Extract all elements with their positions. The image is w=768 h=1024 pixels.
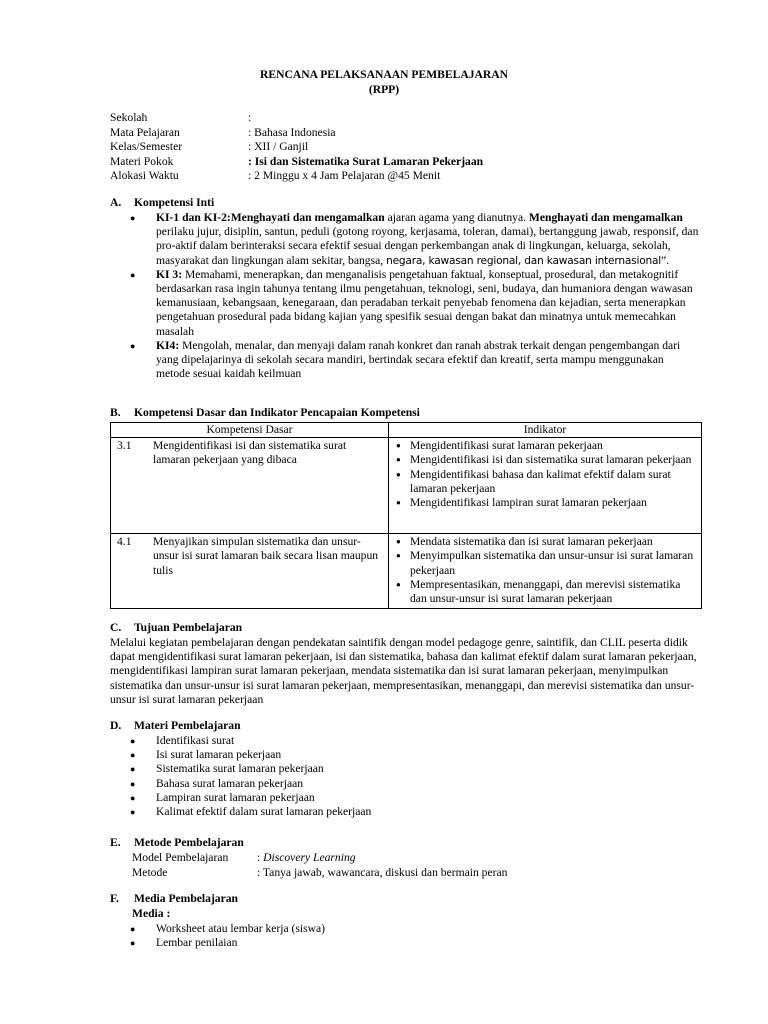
section-kd-indikator [110,406,710,421]
info-label: Mata Pelajaran [110,125,180,139]
table-header-indikator: Indikator [389,423,702,438]
info-label: Materi Pokok [110,154,174,168]
materi-list [110,734,690,819]
identity-block [110,111,483,184]
info-label: Kelas/Semester [110,140,183,153]
document-subtitle: (RPP) [368,82,400,96]
list-item: ● Bahasa surat lamaran pekerjaan [110,777,690,791]
section-materi-pembelajaran [110,719,690,819]
model-value: Discovery Learning [263,851,356,864]
section-media-pembelajaran [110,892,690,950]
indikator-item: ● Mengidentifikasi surat lamaran pekerjaan [392,439,698,453]
document-title-block [0,68,768,97]
ki-lead: KI 3: [156,267,183,281]
ki-lead: KI4: [156,338,180,352]
kd-text: Mengidentifikasi isi dan sistematika surat lamaran pekerjaan yang dibaca [150,438,389,534]
info-label: Sekolah [110,111,148,124]
info-row-alokasi-waktu [110,169,483,184]
model-label: Model Pembelajaran [132,851,229,864]
metode-label: Metode [132,865,168,879]
info-value: : [248,111,252,124]
info-value: : XII / Ganjil [248,140,309,153]
media-subheading: Media : [132,907,171,920]
model-pembelajaran-row [110,851,690,866]
info-row-materi-pokok [110,155,483,170]
indikator-item: ● Mendata sistematika dan isi surat lamaran pekerjaan [392,535,698,549]
section-letter: B. [110,406,121,419]
kd-number: 4.1 [111,534,151,609]
info-row-sekolah [110,111,483,126]
section-heading [110,196,700,211]
section-title: Kompetensi Inti [134,196,215,209]
table-row [111,534,702,609]
ki-item-4 [110,339,700,382]
section-heading [110,621,702,636]
ki-text: Memahami, menerapkan, dan menganalisis pengetahuan faktual, konseptual, prosedural, dan metakognitif berdasarkan rasa ingin tahunya tentang ilmu pengetahuan, teknologi, seni, budaya, dan humaniora dengan wawasan kemanusiaan, kebangsaan, kenegaraan, dan peradaban terkait penyebab fenomena dan kejadian, serta menerapkan pengetahuan prosedural pada bidang kajian yang spesifik sesuai dengan bakat dan minatnya untuk memecahkan masalah [156,267,693,338]
section-letter: F. [110,892,119,905]
info-row-mata-pelajaran [110,126,483,141]
list-item: ● Lampiran surat lamaran pekerjaan [110,791,690,805]
section-heading [110,719,690,734]
info-value: : Bahasa Indonesia [248,125,336,139]
section-letter: A. [110,196,122,209]
tujuan-paragraph: Melalui kegiatan pembelajaran dengan pendekatan saintifik dengan model pedagoge genre, saintifik, dan CLIL peserta didik dapat mengidentifikasi surat lamaran pekerjaan, isi dan sistematika, bahasa dan kalimat efektif dalam surat lamaran pekerjaan, mengidentifikasi lampiran surat lamaran pekerjaan, mendata sistematika dan isi surat lamaran pekerjaan, menyimpulkan sistematika dan unsur-unsur isi surat lamaran pekerjaan, mempresentasikan, menanggapi, dan merevisi sistematika dan unsur-unsur isi surat lamaran pekerjaan [110,636,697,706]
ki-text: ajaran agama yang dianutnya. [384,211,529,224]
section-title: Media Pembelajaran [134,892,238,905]
indikator-item: ● Mempresentasikan, menanggapi, dan merevisi sistematika dan unsur-unsur isi surat lamaran pekerjaan [392,578,698,606]
section-tujuan-pembelajaran [110,621,702,707]
table-row [111,438,702,534]
list-item: ● Identifikasi surat [110,734,690,748]
info-label: Alokasi Waktu [110,169,179,182]
section-heading [110,892,690,907]
kd-number: 3.1 [111,438,151,534]
info-row-kelas-semester [110,140,483,155]
section-kompetensi-inti [110,196,700,381]
section-title: Tujuan Pembelajaran [134,621,243,634]
indikator-cell [389,438,702,534]
ki-handwritten-text: negara, kawasan regional, dan kawasan internasional [386,254,662,267]
section-title: Materi Pembelajaran [134,719,241,732]
section-metode-pembelajaran [110,836,690,880]
ki-text: perilaku jujur, disiplin, santun, peduli (gotong royong, kerjasama, toleran, damai), bertanggung jawab, responsif, dan pro-aktif dalam berinteraksi secara efektif sesuai dengan perkembangan anak di lingkungan, keluarga, sekolah, masyarakat dan lingkungan alam sekitar, bangsa, [156,225,699,267]
section-letter: D. [110,719,122,732]
list-item: ● Sistematika surat lamaran pekerjaan [110,762,690,776]
indikator-cell [389,534,702,609]
indikator-item: ● Mengidentifikasi lampiran surat lamaran pekerjaan [392,496,698,510]
section-letter: C. [110,621,122,634]
section-heading [110,836,690,851]
section-heading [110,406,710,421]
section-title: Kompetensi Dasar dan Indikator Pencapaian Kompetensi [134,406,420,419]
list-item: ● Worksheet atau lembar kerja (siswa) [110,922,690,936]
table-header-kd: Kompetensi Dasar [111,423,389,438]
document-title: RENCANA PELAKSANAAN PEMBELAJARAN [260,68,508,81]
indikator-item: ● Mengidentifikasi bahasa dan kalimat efektif dalam surat lamaran pekerjaan [392,468,698,496]
indikator-item: ● Mengidentifikasi isi dan sistematika surat lamaran pekerjaan [392,453,698,467]
section-letter: E. [110,836,121,849]
ki-text-end: ”. [661,253,670,267]
ki-bold: Menghayati dan mengamalkan [528,211,683,224]
ki-item-3 [110,268,700,339]
info-value: : Isi dan Sistematika Surat Lamaran Pekerjaan [248,154,484,168]
metode-row [110,866,690,881]
ki-text: Mengolah, menalar, dan menyaji dalam ranah konkret dan ranah abstrak terkait dengan pengembangan dari yang dipelajarinya di sekolah secara mandiri, bertindak secara efektif dan kreatif, serta mampu menggunakan metode sesuai kaidah keilmuan [156,338,681,381]
metode-value: : Tanya jawab, wawancara, diskusi dan bermain peran [257,865,508,879]
kd-text: Menyajikan simpulan sistematika dan unsur-unsur isi surat lamaran baik secara lisan maupun tulis [150,534,389,609]
model-separator: : [257,851,264,864]
ki-item-1-2 [110,211,700,268]
ki-lead: KI-1 dan KI-2:Menghayati dan mengamalkan [156,211,385,224]
kd-indikator-table [110,422,702,609]
info-value: : 2 Minggu x 4 Jam Pelajaran @45 Menit [248,169,441,182]
list-item: ● Kalimat efektif dalam surat lamaran pekerjaan [110,805,690,819]
list-item: ● Isi surat lamaran pekerjaan [110,748,690,762]
table-header-row [111,423,702,438]
indikator-item: ● Menyimpulkan sistematika dan unsur-unsur isi surat lamaran pekerjaan [392,549,698,577]
section-title: Metode Pembelajaran [134,836,244,849]
list-item: ● Lembar penilaian [110,936,690,950]
media-list [110,922,690,950]
ki-list [110,211,700,381]
